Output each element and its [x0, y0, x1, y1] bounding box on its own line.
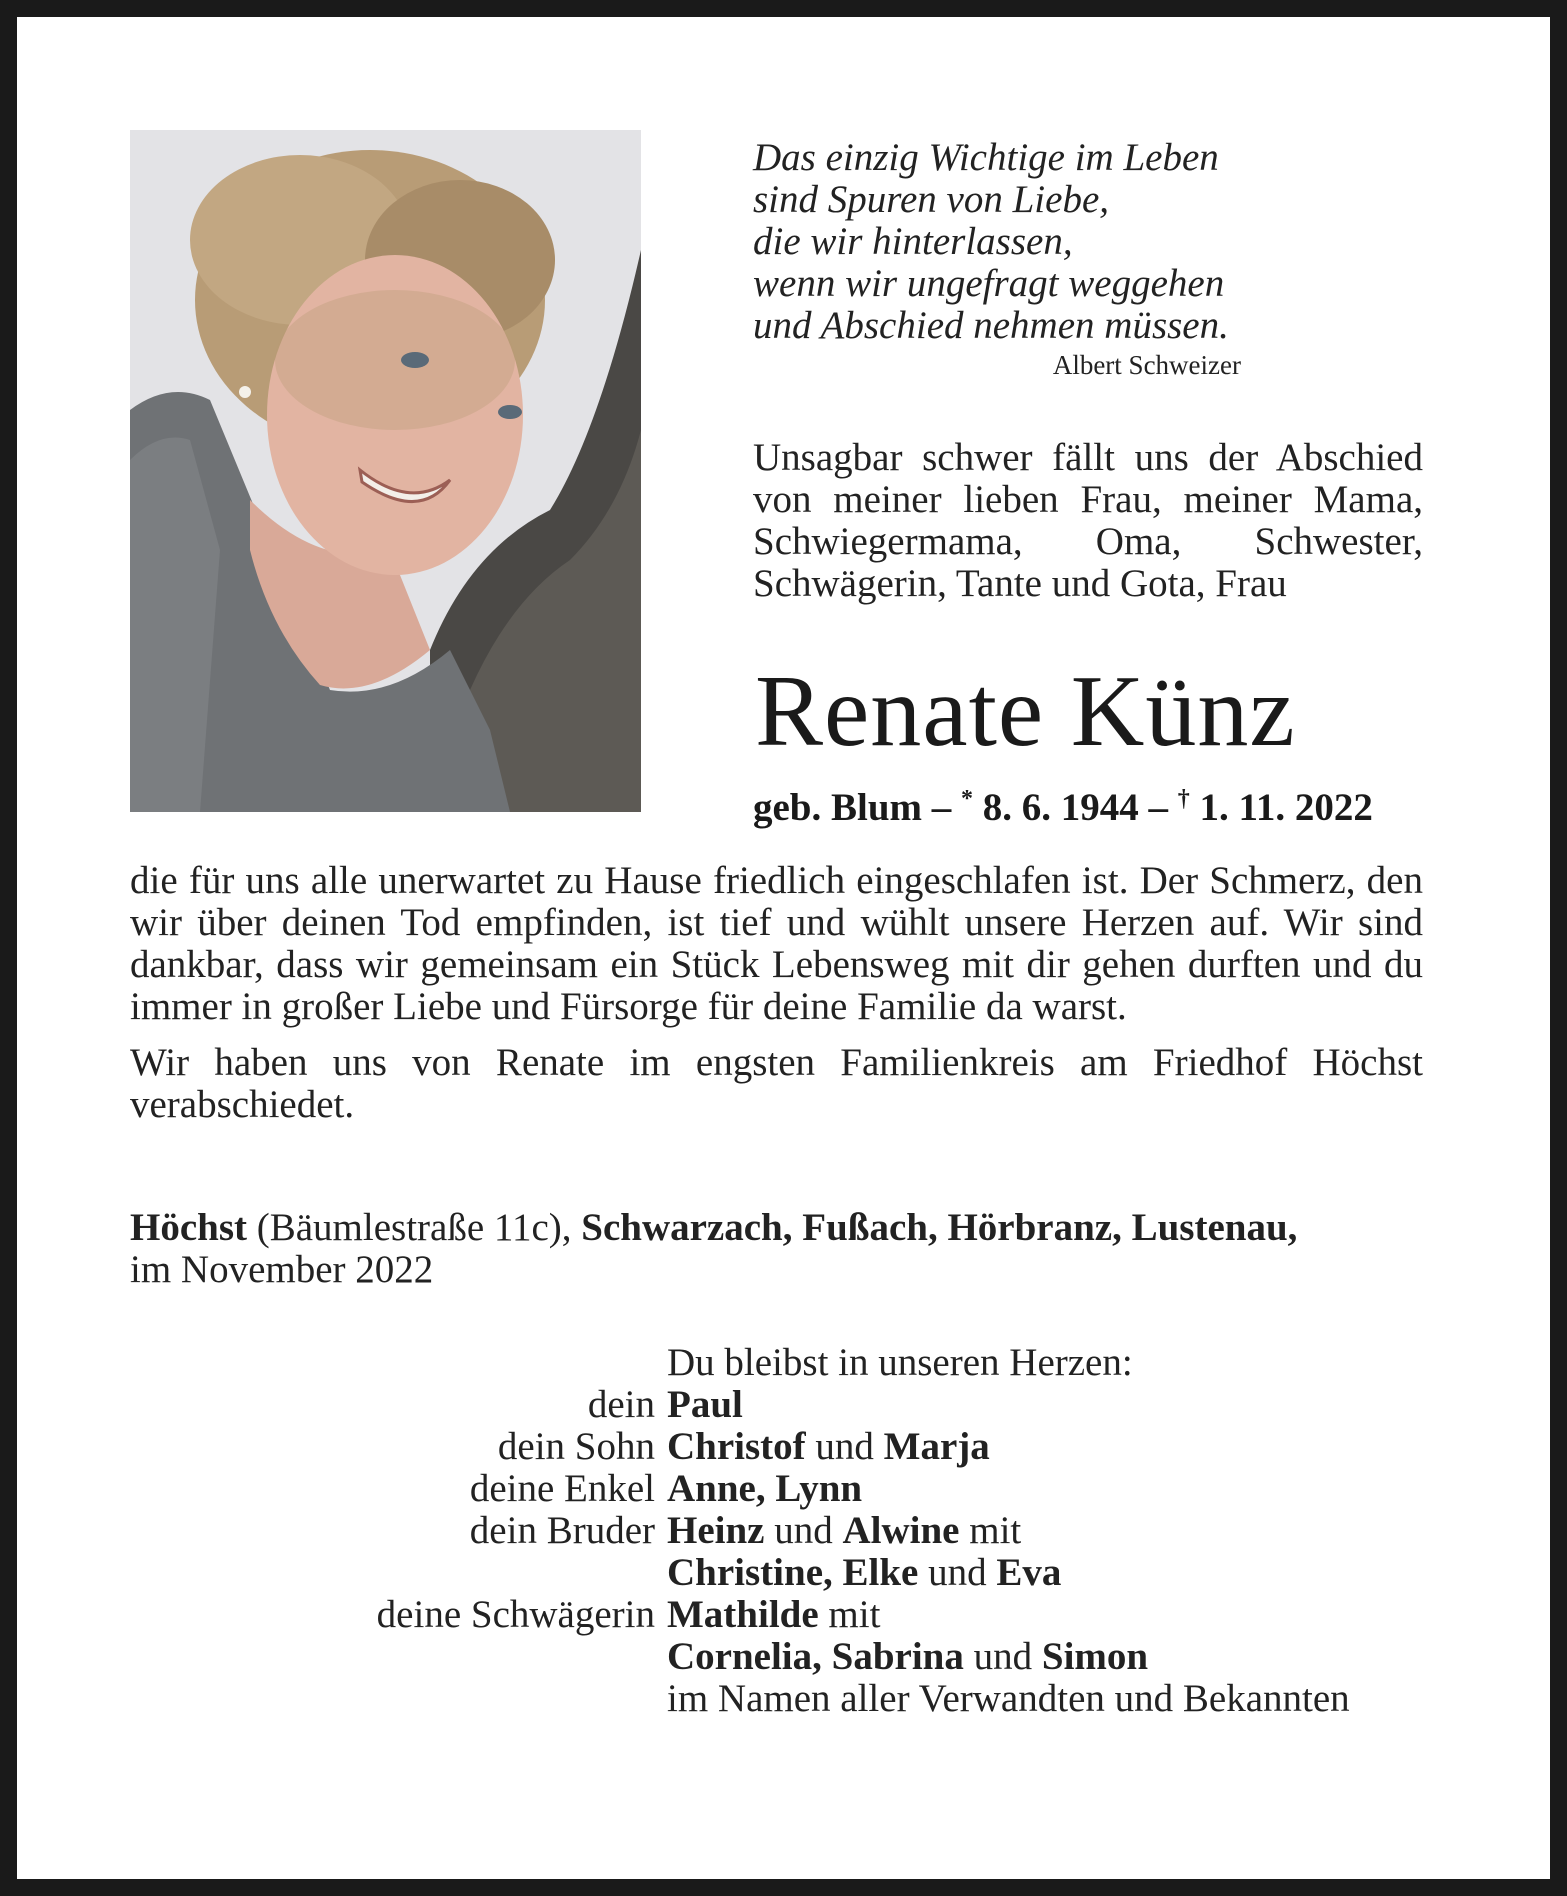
- survivors-heading: Du bleibst in unseren Herzen:: [667, 1341, 1133, 1384]
- death-date: 1. 11. 2022: [1189, 786, 1373, 829]
- quote-line: sind Spuren von Liebe,: [753, 178, 1110, 221]
- obituary-page: [17, 17, 1550, 1879]
- birth-date: 8. 6. 1944: [973, 786, 1139, 829]
- body-paragraph: die für uns alle unerwartet zu Hause friedlich eingeschlafen ist. Der Schmerz, den wir über deinen Tod empfinden, ist tief und wühlt unsere Herzen auf. Wir sind dankbar, dass wir gemeinsam ein Stück Lebensweg mit dir gehen durften und du immer in großer Liebe und Fürsorge für deine Familie da warst.: [130, 859, 1423, 1028]
- relation-label: dein Bruder: [469, 1509, 655, 1552]
- place-town: Höchst: [130, 1206, 247, 1249]
- survivor-row: Cornelia, Sabrina und Simon: [317, 1636, 1427, 1678]
- survivors-list: [317, 1342, 1427, 1720]
- survivor-row: dein Bruder Heinz und Alwine mit: [317, 1510, 1427, 1552]
- died-symbol: †: [1177, 786, 1190, 812]
- place-address: (Bäumlestraße 11c),: [247, 1206, 582, 1249]
- survivor-name: Simon: [1041, 1635, 1149, 1678]
- birth-name: geb. Blum: [753, 786, 923, 829]
- survivor-name: Eva: [996, 1551, 1062, 1594]
- survivor-name: Christine, Elke: [667, 1551, 919, 1594]
- place-towns: Schwarzach, Fußach, Hörbranz, Lustenau,: [581, 1206, 1298, 1249]
- survivor-row: [317, 1678, 1427, 1720]
- survivor-row: deine Schwägerin Mathilde mit: [317, 1594, 1427, 1636]
- relation-label: deine Enkel: [469, 1467, 655, 1510]
- relation-label: [317, 1552, 667, 1594]
- survivor-name: Christof: [667, 1425, 806, 1468]
- survivor-row: dein Sohn Christof und Marja: [317, 1426, 1427, 1468]
- quote-author: Albert Schweizer: [1052, 350, 1241, 380]
- relation-label: dein Sohn: [497, 1425, 655, 1468]
- date-separator: –: [1138, 786, 1178, 829]
- body-text: [130, 860, 1423, 1140]
- quote-line: Das einzig Wichtige im Leben: [753, 136, 1219, 179]
- survivor-name: Marja: [883, 1425, 990, 1468]
- date-separator: –: [922, 786, 962, 829]
- survivor-name: Heinz: [667, 1509, 765, 1552]
- life-dates: [753, 785, 1373, 830]
- survivors-heading-row: [317, 1342, 1427, 1384]
- quote-line: und Abschied nehmen müssen.: [753, 304, 1229, 347]
- closing-line: im Namen aller Verwandten und Bekannten: [667, 1677, 1350, 1720]
- relation-label: [317, 1678, 667, 1720]
- relation-label: [317, 1636, 667, 1678]
- relation-label: dein: [587, 1383, 655, 1426]
- deceased-name: Renate Künz: [755, 655, 1296, 768]
- portrait-photo: [130, 130, 641, 812]
- quote-block: [753, 137, 1273, 347]
- place-line: [130, 1207, 1297, 1249]
- quote-line: die wir hinterlassen,: [753, 220, 1073, 263]
- portrait-image: [130, 130, 641, 812]
- relation-label: deine Schwägerin: [376, 1593, 655, 1636]
- survivor-name: Alwine: [842, 1509, 960, 1552]
- quote-line: wenn wir ungefragt weggehen: [753, 262, 1225, 305]
- born-symbol: *: [961, 786, 974, 812]
- intro-text: Unsagbar schwer fällt uns der Abschied von meiner lieben Frau, meiner Mama, Schwiegermama, Oma, Schwester, Schwägerin, Tante und Gota, Frau: [753, 436, 1423, 605]
- survivor-row: [317, 1468, 1427, 1510]
- survivor-row: [317, 1384, 1427, 1426]
- place-and-date: [130, 1207, 1297, 1291]
- place-date: im November 2022: [130, 1248, 434, 1291]
- survivor-name: Mathilde: [667, 1593, 819, 1636]
- survivor-name: Paul: [667, 1383, 743, 1426]
- survivor-name: Anne, Lynn: [667, 1467, 863, 1510]
- survivor-row: Christine, Elke und Eva: [317, 1552, 1427, 1594]
- body-paragraph: Wir haben uns von Renate im engsten Familienkreis am Friedhof Höchst verabschiedet.: [130, 1041, 1423, 1126]
- survivor-name: Cornelia, Sabrina: [667, 1635, 964, 1678]
